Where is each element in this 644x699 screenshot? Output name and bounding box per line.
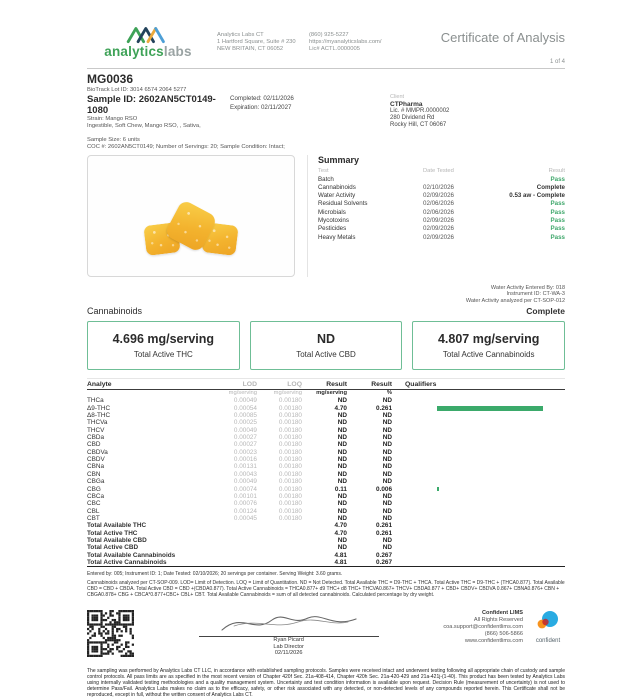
total-row: Total Available CBD ND ND [87, 536, 392, 544]
qualifier-bar [437, 487, 439, 492]
cannabinoids-section-title: Cannabinoids [87, 306, 143, 317]
brand-word-analytics: analytics [104, 44, 164, 59]
client-license: Lic. # MMPR.0000002 [390, 108, 450, 114]
expiration-date: Expiration: 02/11/2027 [230, 103, 292, 111]
summary-rows [318, 176, 565, 242]
client-address-line1: 280 Dividend Rd [390, 115, 435, 121]
summary-row: Residual Solvents 02/06/2026 Pass [318, 200, 565, 208]
card-total-active-cannabinoids [412, 321, 565, 370]
total-row: Total Active CBD ND ND [87, 544, 392, 552]
signer-title: Lab Director [273, 643, 304, 650]
summary-row: Batch Pass [318, 175, 565, 183]
result-cards [87, 321, 565, 370]
analyte-row: CBCa 0.00101 0.00180 ND ND [87, 492, 392, 500]
lims-rights: All Rights Reserved [473, 617, 523, 624]
lab-phone: (860) 925-5227 [309, 32, 349, 38]
signature-block [174, 610, 404, 656]
lab-contact-block [309, 32, 415, 54]
dates-block [230, 94, 330, 130]
card-value: ND [316, 332, 336, 347]
summary-col-date: Date Tested [423, 167, 454, 174]
card-label: Total Active CBD [296, 350, 356, 360]
analyte-table [87, 378, 565, 567]
total-row: Total Available THC 4.70 0.261 [87, 522, 392, 530]
analyte-row: CBGa 0.00049 0.00180 ND ND [87, 478, 392, 486]
unit-result-mg: mg/serving [316, 390, 347, 397]
card-label: Total Active THC [133, 350, 193, 360]
analyte-row: THCVa 0.00025 0.00180 ND ND [87, 419, 392, 427]
col-lod: LOD [242, 381, 257, 389]
analyte-row: CBT 0.00045 0.00180 ND ND [87, 514, 392, 522]
header-divider [87, 68, 565, 69]
confident-logo [531, 610, 565, 644]
page-number: 1 of 4 [549, 59, 565, 65]
col-result-pct: Result [371, 381, 392, 389]
col-qualifiers: Qualifiers [405, 381, 437, 389]
card-value: 4.807 mg/serving [437, 332, 540, 347]
client-block [390, 94, 449, 130]
analyte-row: THCa 0.00049 0.00180 ND ND [87, 397, 392, 405]
lab-logo [87, 26, 209, 59]
brand-word-labs: labs [163, 44, 192, 59]
sample-meta-row [87, 94, 565, 130]
water-note-3: Water Activity analyzed per CT-SOP-012 [465, 297, 565, 304]
lims-block [443, 610, 565, 645]
client-label: Client [390, 94, 405, 100]
unit-lod: mg/serving [228, 390, 257, 397]
lims-phone: (866) 506-5866 [484, 631, 523, 638]
card-label: Total Active Cannabinoids [442, 350, 535, 360]
sample-id: Sample ID: 2602AN5CT0149-1080 [87, 94, 216, 116]
analyte-row: CBG 0.00074 0.00180 0.11 0.006 [87, 486, 565, 493]
card-value: 4.696 mg/serving [112, 332, 215, 347]
water-activity-notes [87, 285, 565, 305]
lab-address-line2: NEW BRITAIN, CT 06052 [217, 46, 284, 53]
qualifier-bar [437, 406, 543, 411]
lab-name: Analytics Labs CT [217, 32, 264, 38]
card-total-active-cbd [250, 321, 403, 370]
summary-row: Pesticides 02/09/2026 Pass [318, 225, 565, 233]
summary-col-test: Test [318, 167, 329, 174]
lims-website: www.confidentlims.com [464, 638, 523, 645]
product-photo [87, 155, 295, 277]
signature-icon [214, 610, 364, 636]
analyte-row: CBDVa 0.00023 0.00180 ND ND [87, 448, 392, 456]
cannabinoids-header-row [87, 306, 565, 316]
analyte-row: Δ8-THC 0.00085 0.00180 ND ND [87, 412, 392, 420]
col-analyte: Analyte [87, 381, 112, 389]
certificate-title-block [415, 26, 565, 65]
complete-status: Complete [526, 306, 565, 317]
mountains-logo-icon [126, 26, 170, 43]
analyte-header-row [87, 379, 565, 390]
image-summary-row [87, 155, 565, 277]
summary-title: Summary [318, 154, 360, 165]
analyte-row: CBL 0.00124 0.00180 ND ND [87, 507, 392, 515]
summary-row: Mycotoxins 02/09/2026 Pass [318, 217, 565, 225]
strain: Strain: Mango RSO [87, 116, 138, 122]
analyte-row: CBD 0.00027 0.00180 ND ND [87, 441, 392, 449]
total-row: Total Available Cannabinoids 4.81 0.267 [87, 551, 392, 559]
signer-name: Ryan Picard [273, 637, 304, 644]
confident-logo-icon [535, 610, 561, 632]
summary-header-row [318, 168, 565, 174]
analyte-row: CBN 0.00043 0.00180 ND ND [87, 470, 392, 478]
sample-size: Sample Size: 6 units [87, 137, 140, 143]
summary-col-result: Result [548, 167, 565, 174]
sample-size-block [87, 137, 565, 151]
col-loq: LOQ [287, 381, 302, 389]
brand-wordmark [104, 44, 191, 59]
legal-disclaimer: The sampling was performed by Analytics Labs CT LLC, in accordance with established sampling protocols. Samples were received intact and underwent testing following all appropriate chain of custody and sample control protocols. All pass limits are as specified in the most recent version of Chapter 420f Sec. 21a-408-414, Chapter 420h Sec. 21a-420-429 and 21a-421j-(1-40). This product has been tested by Analytics Labs using internally validated testing methodologies and a quality management system. Uncertainty and test condition information is available upon request. Decision Rule (measurement of uncertainty) is not used to determine Pass/Fail. Analytics Labs makes no claim as to the efficacy, safety, or other risk associated with any detected, or non-detected levels of any compounds reported herein. This Certificate shall not be reproduced, except in full, without the written consent of Analytics Labs CT. [87, 668, 565, 698]
sample-id-block [87, 94, 230, 130]
client-name: CTPharma [390, 101, 423, 108]
analyte-row: Δ9-THC 0.00054 0.00180 4.70 0.261 [87, 405, 565, 412]
signature-date: 02/11/2026 [274, 650, 303, 657]
analyte-rows [87, 397, 565, 567]
matrix-description: Ingestible, Soft Chew, Mango RSO, , Sativa, [87, 123, 201, 129]
summary-row: Water Activity 02/09/2026 0.53 aw - Complete [318, 192, 565, 200]
lab-website: https://myanalyticslabs.com/ [309, 39, 382, 46]
client-address-line2: Rocky Hill, CT 06067 [390, 122, 447, 128]
analyte-row: CBC 0.00076 0.00180 ND ND [87, 500, 392, 508]
lab-address-block [217, 32, 309, 54]
batch-id: MG0036 [87, 72, 134, 86]
gummies-image [143, 198, 239, 260]
analyte-row: CBNa 0.00131 0.00180 ND ND [87, 463, 392, 471]
lims-name: Confident LIMS [481, 610, 523, 617]
biotrack-lot-id: BioTrack Lot ID: 3014 6574 2064 5277 [87, 87, 187, 93]
col-result-mg: Result [326, 381, 347, 389]
completed-date: Completed: 02/11/2026 [230, 95, 294, 102]
unit-result-pct: % [386, 390, 392, 397]
qr-code [87, 610, 134, 657]
total-row: Total Active Cannabinoids 4.81 0.267 [87, 558, 392, 566]
lims-text [443, 610, 523, 645]
lims-email: coa.support@confidentlims.com [443, 624, 523, 631]
analyte-footnote-2: Cannabinoids analyzed per CT-SOP-009. LOD= Limit of Detection. LOQ = Limit of Quantitation. ND = Not Detected. Total Available THC = D9-THC + THCA. Total Active THC = D9-THC + (THCA0.877). Total Available CBD = CBD + CBDA. Total Active CBD = CBD +(CBDA0.877). Total Active Cannabinoids = THCA0.877+ d9 THC+ d8 THC+ THCVA0.867+ THCV+ CBDA0.877 + CBD+ CBDV+ CBDVA 0.867+ CBNA0.876+ CBN + CBGA0.878+ CBG + CBCA*0.877+CBC+ CBL+ CBT. Total Available Cannabinoids = sum of all detected cannabinoids. Calculated percentage by dry weight. [87, 580, 565, 599]
card-total-active-thc [87, 321, 240, 370]
summary-row: Heavy Metals 02/09/2026 Pass [318, 233, 565, 241]
lab-address-line1: 1 Hartford Square, Suite # 230 [217, 39, 296, 46]
analyte-row: CBDa 0.00027 0.00180 ND ND [87, 434, 392, 442]
water-note-1: Water Activity Entered By: 018 [490, 284, 565, 291]
total-row: Total Active THC 4.70 0.261 [87, 529, 392, 537]
footer [87, 610, 565, 657]
water-note-2: Instrument ID: CT-WA-3 [506, 291, 565, 298]
confident-wordmark: confident [535, 638, 561, 645]
analyte-footnote-1: Entered by: 005; Instrument ID: 1; Date Tested: 02/10/2026; 20 servings per container. Serving Weight: 3.60 grams. [87, 571, 343, 578]
unit-loq: mg/serving [273, 390, 302, 397]
analyte-row: THCV 0.00049 0.00180 ND ND [87, 426, 392, 434]
certificate-title: Certificate of Analysis [440, 30, 565, 45]
summary-row: Microbials 02/06/2026 Pass [318, 208, 565, 216]
header [87, 26, 565, 65]
coc-line: COC #: 2602AN5CT0149; Number of Servings: 20; Sample Condition: Intact; [87, 143, 285, 150]
analyte-row: CBDV 0.00016 0.00180 ND ND [87, 456, 392, 464]
analyte-units-row [87, 390, 565, 397]
summary-row: Cannabinoids 02/10/2026 Complete [318, 183, 565, 191]
lab-license: Lic# ACTL.0000005 [309, 46, 360, 53]
summary-section [307, 155, 565, 277]
